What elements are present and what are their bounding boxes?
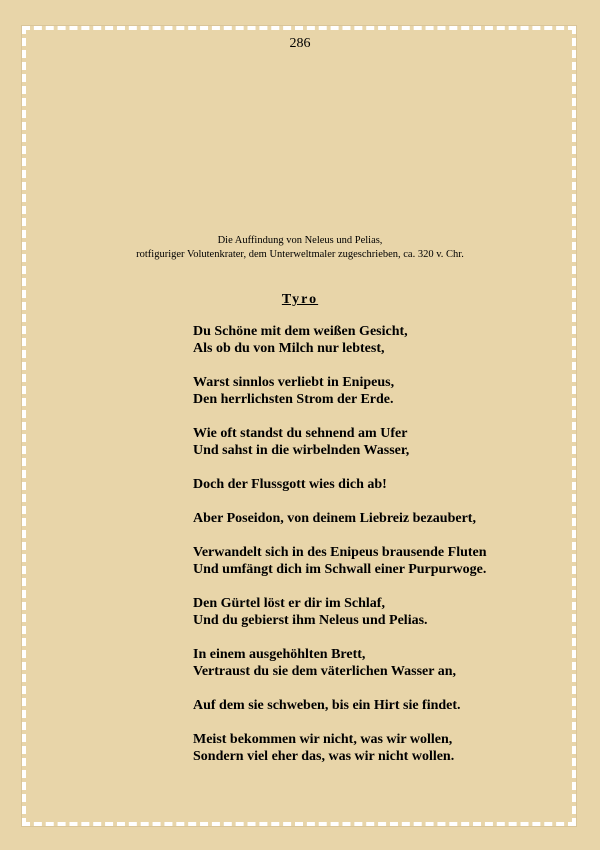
- page-number: 286: [289, 36, 311, 51]
- poem-line: Warst sinnlos verliebt in Enipeus,: [193, 375, 395, 390]
- caption-line: Die Auffindung von Neleus und Pelias,: [217, 235, 383, 246]
- poem-line: Vertraust du sie dem väterlichen Wasser an,: [193, 664, 457, 679]
- caption-line: rotfiguriger Volutenkrater, dem Unterweltmaler zugeschrieben, ca. 320 v. Chr.: [136, 249, 464, 260]
- poem-line: In einem ausgehöhlten Brett,: [193, 647, 366, 662]
- stanza: [193, 697, 487, 714]
- stanza: [193, 731, 487, 765]
- poem-line: Und umfängt dich im Schwall einer Purpurwoge.: [193, 562, 487, 577]
- stanza: [193, 646, 487, 680]
- stanza: [193, 425, 487, 459]
- poem-line: Aber Poseidon, von deinem Liebreiz bezaubert,: [193, 511, 476, 526]
- poem-line: Auf dem sie schweben, bis ein Hirt sie findet.: [193, 698, 461, 713]
- image-caption: [0, 234, 600, 262]
- poem-line: Verwandelt sich in des Enipeus brausende Fluten: [193, 545, 487, 560]
- stanza: [193, 510, 487, 527]
- stanza: [193, 544, 487, 578]
- poem-line: Sondern viel eher das, was wir nicht wollen.: [193, 749, 455, 764]
- poem-line: Den herrlichsten Strom der Erde.: [193, 392, 394, 407]
- poem-line: Als ob du von Milch nur lebtest,: [193, 341, 385, 356]
- poem-title: Tyro: [281, 292, 319, 307]
- poem-line: Den Gürtel löst er dir im Schlaf,: [193, 596, 385, 611]
- stanza: [193, 476, 487, 493]
- stanza: [193, 374, 487, 408]
- stanza: [193, 323, 487, 357]
- poem-line: Und du gebierst ihm Neleus und Pelias.: [193, 613, 428, 628]
- poem-line: Und sahst in die wirbelnden Wasser,: [193, 443, 410, 458]
- poem-line: Meist bekommen wir nicht, was wir wollen,: [193, 732, 453, 747]
- poem-line: Du Schöne mit dem weißen Gesicht,: [193, 324, 408, 339]
- poem-line: Doch der Flussgott wies dich ab!: [193, 477, 387, 492]
- stanza: [193, 595, 487, 629]
- poem-line: Wie oft standst du sehnend am Ufer: [193, 426, 408, 441]
- poem-body: [193, 323, 487, 782]
